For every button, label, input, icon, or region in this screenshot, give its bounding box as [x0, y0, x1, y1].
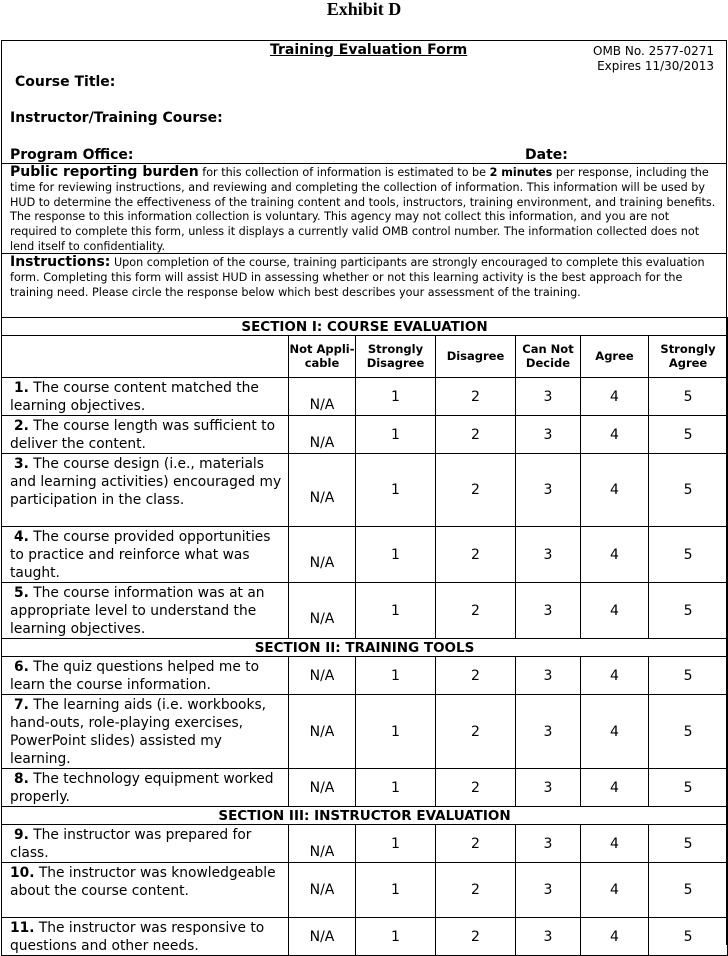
question-text	[2, 416, 289, 454]
response-1[interactable]: 1	[356, 583, 436, 639]
response-4[interactable]: 4	[581, 695, 649, 769]
response-4[interactable]: 4	[581, 825, 649, 863]
question-row	[2, 825, 728, 863]
response-5[interactable]: 5	[649, 527, 728, 583]
response-5[interactable]: 5	[649, 583, 728, 639]
section-row	[2, 318, 728, 336]
burden-text-before: for this collection of information is estimated to be	[198, 166, 490, 179]
response-4[interactable]: 4	[581, 863, 649, 918]
response-na[interactable]: N/A	[289, 825, 356, 863]
omb-info	[593, 44, 714, 74]
header-disagree: Disagree	[436, 336, 516, 378]
program-office-label: Program Office:	[10, 147, 134, 163]
response-5[interactable]: 5	[649, 769, 728, 807]
burden-lead: Public reporting burden	[10, 164, 199, 180]
question-text	[2, 657, 289, 695]
response-5[interactable]: 5	[649, 416, 728, 454]
evaluation-table	[1, 317, 728, 956]
omb-number: OMB No. 2577-0271	[593, 44, 714, 58]
response-3[interactable]: 3	[516, 918, 581, 956]
response-na[interactable]: N/A	[289, 416, 356, 454]
question-text	[2, 769, 289, 807]
response-1[interactable]: 1	[356, 454, 436, 527]
question-number: 5.	[14, 585, 29, 601]
question-row	[2, 918, 728, 956]
response-na[interactable]: N/A	[289, 583, 356, 639]
response-3[interactable]: 3	[516, 454, 581, 527]
response-3[interactable]: 3	[516, 695, 581, 769]
question-text	[2, 378, 289, 416]
response-na[interactable]: N/A	[289, 454, 356, 527]
response-3[interactable]: 3	[516, 657, 581, 695]
response-na[interactable]: N/A	[289, 695, 356, 769]
section-title: SECTION II: TRAINING TOOLS	[2, 639, 728, 657]
question-text	[2, 583, 289, 639]
header-can-not-decide: Can Not Decide	[516, 336, 581, 378]
response-4[interactable]: 4	[581, 527, 649, 583]
response-5[interactable]: 5	[649, 695, 728, 769]
response-3[interactable]: 3	[516, 583, 581, 639]
response-2[interactable]: 2	[436, 583, 516, 639]
burden-text-after: per response, including the time for reviewing instructions, and reviewing and completing the collection of information. This information will be used by HUD to determine the effectiveness of the training content and tools, instructors, training environment, and training benefits. The response to this information collection is voluntary. This agency may not collect this information, and you are not required to complete this form, unless it displays a currently valid OMB control number. The information collected does not lend itself to confidentiality.	[10, 166, 716, 253]
response-4[interactable]: 4	[581, 769, 649, 807]
form-header	[2, 41, 726, 163]
training-evaluation-form	[1, 40, 727, 954]
question-label: The quiz questions helped me to learn the course information.	[10, 659, 260, 693]
question-row	[2, 695, 728, 769]
question-text	[2, 695, 289, 769]
response-2[interactable]: 2	[436, 695, 516, 769]
response-na[interactable]: N/A	[289, 657, 356, 695]
question-label: The instructor was responsive to questions and other needs.	[10, 920, 265, 954]
exhibit-title: Exhibit D	[326, 0, 402, 19]
instructor-label: Instructor/Training Course:	[10, 110, 223, 126]
question-label: The technology equipment worked properly.	[10, 771, 274, 805]
question-text	[2, 825, 289, 863]
response-1[interactable]: 1	[356, 825, 436, 863]
response-4[interactable]: 4	[581, 416, 649, 454]
response-2[interactable]: 2	[436, 769, 516, 807]
question-text	[2, 863, 289, 918]
response-4[interactable]: 4	[581, 378, 649, 416]
response-2[interactable]: 2	[436, 454, 516, 527]
response-3[interactable]: 3	[516, 825, 581, 863]
question-number: 1.	[14, 380, 29, 396]
response-5[interactable]: 5	[649, 378, 728, 416]
question-row	[2, 583, 728, 639]
form-title: Training Evaluation Form	[270, 42, 468, 58]
response-na[interactable]: N/A	[289, 769, 356, 807]
response-2[interactable]: 2	[436, 527, 516, 583]
question-label: The instructor was prepared for class.	[10, 827, 252, 861]
burden-bold-text: 2 minutes	[489, 166, 553, 179]
question-label: The course information was at an appropriate level to understand the learning objectives.	[10, 585, 265, 637]
question-number: 4.	[14, 529, 29, 545]
header-not-applicable: Not Appli- cable	[289, 336, 356, 378]
question-label: The course length was sufficient to deliver the content.	[10, 418, 276, 452]
question-number: 11.	[10, 920, 35, 936]
response-4[interactable]: 4	[581, 657, 649, 695]
response-5[interactable]: 5	[649, 918, 728, 956]
response-na[interactable]: N/A	[289, 527, 356, 583]
omb-expires: Expires 11/30/2013	[597, 59, 714, 73]
question-label: The learning aids (i.e. workbooks, hand-outs, role-playing exercises, PowerPoint slides) assisted my learning.	[10, 697, 267, 767]
response-2[interactable]: 2	[436, 825, 516, 863]
question-number: 7.	[14, 697, 29, 713]
question-label: The instructor was knowledgeable about the course content.	[10, 865, 276, 899]
question-row	[2, 527, 728, 583]
response-2[interactable]: 2	[436, 863, 516, 918]
response-na[interactable]: N/A	[289, 378, 356, 416]
header-agree: Agree	[581, 336, 649, 378]
response-1[interactable]: 1	[356, 695, 436, 769]
section-title: SECTION III: INSTRUCTOR EVALUATION	[2, 807, 728, 825]
date-label: Date:	[525, 147, 568, 163]
response-3[interactable]: 3	[516, 527, 581, 583]
instructions-text: Upon completion of the course, training participants are strongly encouraged to complete this evaluation form. Completing this form will assist HUD in assessing whether or not this learning activity is the best approach for the training need. Please circle the response below which best describes your assessment of the training.	[10, 256, 705, 299]
response-1[interactable]: 1	[356, 863, 436, 918]
response-3[interactable]: 3	[516, 769, 581, 807]
header-strongly-agree: Strongly Agree	[649, 336, 728, 378]
section-title: SECTION I: COURSE EVALUATION	[2, 318, 728, 336]
response-5[interactable]: 5	[649, 454, 728, 527]
response-2[interactable]: 2	[436, 416, 516, 454]
instructions	[2, 253, 726, 317]
response-1[interactable]: 1	[356, 378, 436, 416]
burden-statement	[2, 163, 726, 253]
question-number: 6.	[14, 659, 29, 675]
question-label: The course design (i.e., materials and learning activities) encouraged my participation in the class.	[10, 456, 282, 508]
response-2[interactable]: 2	[436, 378, 516, 416]
response-5[interactable]: 5	[649, 657, 728, 695]
question-text	[2, 918, 289, 956]
question-text	[2, 454, 289, 527]
question-row	[2, 378, 728, 416]
header-strongly-disagree: Strongly Disagree	[356, 336, 436, 378]
question-row	[2, 657, 728, 695]
response-2[interactable]: 2	[436, 657, 516, 695]
response-1[interactable]: 1	[356, 918, 436, 956]
response-1[interactable]: 1	[356, 657, 436, 695]
question-number: 10.	[10, 865, 35, 881]
response-4[interactable]: 4	[581, 918, 649, 956]
response-5[interactable]: 5	[649, 825, 728, 863]
question-row	[2, 769, 728, 807]
response-1[interactable]: 1	[356, 416, 436, 454]
response-3[interactable]: 3	[516, 416, 581, 454]
response-5[interactable]: 5	[649, 863, 728, 918]
header-question-cell	[2, 336, 289, 378]
question-label: The course content matched the learning objectives.	[10, 380, 259, 414]
response-1[interactable]: 1	[356, 527, 436, 583]
question-label: The course provided opportunities to practice and reinforce what was taught.	[10, 529, 271, 581]
question-number: 8.	[14, 771, 29, 787]
response-4[interactable]: 4	[581, 454, 649, 527]
question-number: 3.	[14, 456, 29, 472]
response-3[interactable]: 3	[516, 863, 581, 918]
course-title-label: Course Title:	[15, 74, 116, 90]
question-row	[2, 416, 728, 454]
question-text	[2, 527, 289, 583]
question-number: 9.	[14, 827, 29, 843]
response-na[interactable]: N/A	[289, 863, 356, 918]
section-row	[2, 807, 728, 825]
question-row	[2, 454, 728, 527]
response-2[interactable]: 2	[436, 918, 516, 956]
response-na[interactable]: N/A	[289, 918, 356, 956]
instructions-lead: Instructions:	[10, 254, 111, 270]
response-4[interactable]: 4	[581, 583, 649, 639]
question-row	[2, 863, 728, 918]
column-header-row	[2, 336, 728, 378]
response-3[interactable]: 3	[516, 378, 581, 416]
question-number: 2.	[14, 418, 29, 434]
section-row	[2, 639, 728, 657]
response-1[interactable]: 1	[356, 769, 436, 807]
